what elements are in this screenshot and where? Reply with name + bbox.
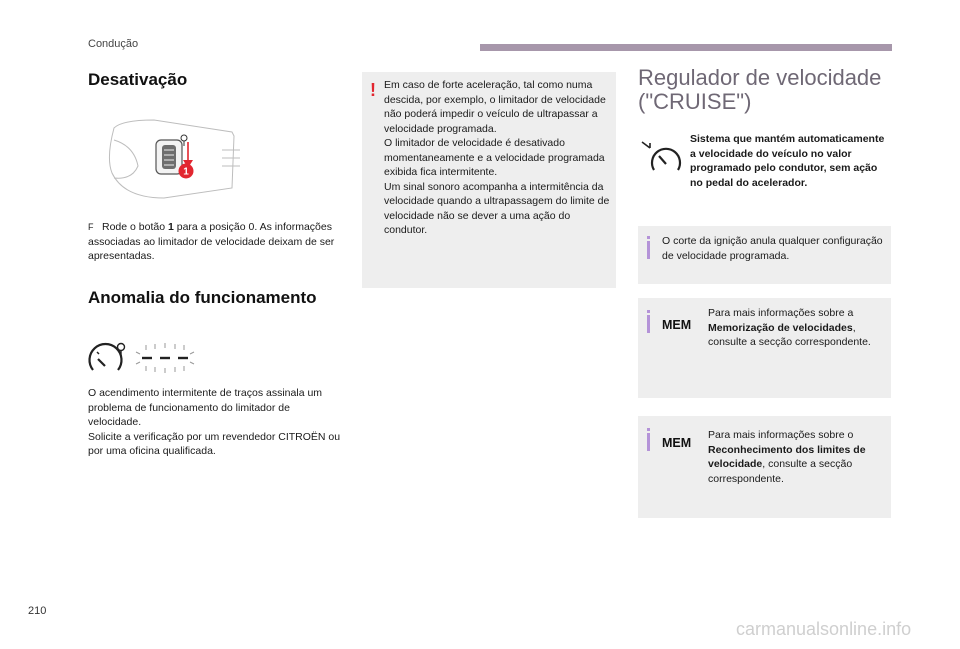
info-recognition-link: Reconhecimento dos limites de velocidade (708, 443, 866, 470)
warning-paragraph-3: Um sinal sonoro acompanha a intermitência da velocidade quando a ultrapassagem do limite de velocidade não se dever a uma ação do condutor. (384, 180, 610, 236)
header-bar (480, 44, 892, 51)
speed-limiter-gauge-icon (88, 340, 130, 376)
cruise-title (638, 66, 898, 114)
warning-box (362, 72, 616, 288)
info-box-speed-limit-recognition (638, 416, 891, 518)
page-number: 210 (28, 605, 47, 617)
info-icon-dot (647, 310, 650, 313)
callout-number: 1 (183, 166, 189, 178)
cruise-title-line-2: ("CRUISE") (638, 89, 752, 114)
info-icon (647, 241, 650, 259)
info-ignition-text: O corte da ignição anula qualquer configuração de velocidade programada. (662, 235, 883, 262)
warning-paragraph-1: Em caso de forte aceleração, tal como numa descida, por exemplo, o limitador de velocidade não poderá impedir o veículo de ultrapassar a velocidade programada. (384, 79, 606, 135)
info-icon-dot (647, 236, 650, 239)
cruise-control-gauge-icon (640, 140, 684, 174)
info-memorization-pre: Para mais informações sobre a (708, 307, 854, 319)
cruise-description: Sistema que mantém automaticamente a velocidade do veículo no valor programado pelo condutor, sem ação no pedal do acelerador. (690, 133, 885, 189)
deactivation-step (88, 220, 338, 264)
info-box-memorization (638, 298, 891, 398)
info-icon-dot (647, 428, 650, 431)
malfunction-text (88, 386, 344, 459)
step-text-post: para a posição 0. As informações associadas ao limitador de velocidade deixam de ser apresentadas. (88, 221, 335, 262)
blinking-dashes-icon (136, 342, 196, 374)
section-label: Condução (88, 38, 139, 50)
info-memorization-post: , consulte a secção correspondente. (708, 321, 871, 348)
warning-text (384, 78, 610, 238)
mem-label: MEM (662, 436, 692, 450)
watermark: carmanualsonline.info (736, 619, 912, 639)
cruise-title-line-1: Regulador de velocidade (638, 65, 882, 90)
warning-icon: ! (370, 80, 376, 100)
step-bullet: F (88, 222, 94, 232)
info-memorization-text (708, 306, 884, 350)
warning-paragraph-2: O limitador de velocidade é desativado momentaneamente e a velocidade programada exibida fica intermitente. (384, 137, 605, 178)
malfunction-heading: Anomalia do funcionamento (88, 288, 317, 307)
malfunction-paragraph-2: Solicite a verificação por um revendedor CITROËN ou por uma oficina qualificada. (88, 430, 341, 457)
info-recognition-text (708, 428, 884, 486)
deactivation-heading: Desativação (88, 70, 188, 89)
malfunction-paragraph-1: O acendimento intermitente de traços assinala um problema de funcionamento do limitador de velocidade. (88, 387, 323, 428)
info-icon (647, 315, 650, 333)
info-icon (647, 433, 650, 451)
info-recognition-post: , consulte a secção correspondente. (708, 458, 853, 485)
info-memorization-link: Memorização de velocidades (708, 321, 853, 334)
step-text-pre: Rode o botão (102, 221, 168, 233)
step-button-number: 1 (167, 221, 174, 233)
callout-1-badge (178, 163, 194, 179)
info-recognition-pre: Para mais informações sobre o (708, 429, 854, 441)
limiter-switch-illustration (104, 118, 244, 200)
info-box-ignition (638, 226, 891, 284)
mem-label: MEM (662, 318, 692, 332)
